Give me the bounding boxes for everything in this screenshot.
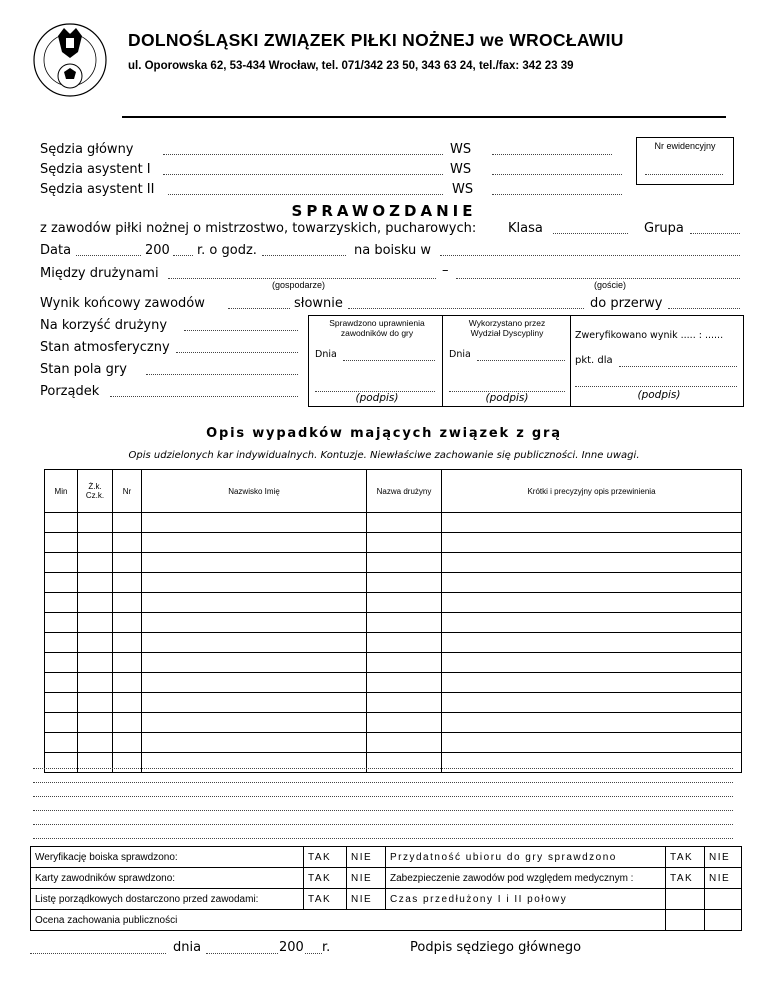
reg-number-box: [636, 137, 734, 185]
check-right-label: Przydatność ubioru do gry sprawdzono: [386, 847, 666, 868]
table-row[interactable]: [45, 593, 742, 613]
ws-field-3[interactable]: [492, 194, 622, 195]
class-label: Klasa: [508, 221, 543, 236]
col-description: Krótki i precyzyjny opis przewinienia: [442, 470, 742, 513]
pitch-field[interactable]: [146, 374, 298, 375]
check-row: [31, 847, 742, 868]
check-no[interactable]: NIE: [347, 847, 386, 868]
check-yes[interactable]: TAK: [666, 847, 705, 868]
check-yes[interactable]: TAK: [304, 868, 347, 889]
notes-line[interactable]: [33, 838, 733, 839]
signature-1: (podpis): [355, 392, 399, 404]
host-team-field[interactable]: [168, 278, 436, 279]
incidents-title: Opis wypadków mających związek z grą: [206, 426, 562, 441]
footer-year: 200: [279, 940, 304, 955]
table-row[interactable]: [45, 653, 742, 673]
table-row[interactable]: [45, 753, 742, 773]
weather-label: Stan atmosferyczny: [40, 340, 170, 355]
halftime-label: do przerwy: [590, 296, 663, 311]
check-row: [31, 868, 742, 889]
check-row: [31, 910, 742, 931]
col-nr: Nr: [113, 470, 142, 513]
halftime-field[interactable]: [668, 308, 740, 309]
table-row[interactable]: [45, 573, 742, 593]
checked-eligibility-label: Sprawdzono uprawnienia zawodników do gry: [329, 318, 425, 338]
check-right-label: Zabezpieczenie zawodów pod względem medycznym :: [386, 868, 666, 889]
check-no[interactable]: NIE: [347, 868, 386, 889]
group-label: Grupa: [644, 221, 684, 236]
final-result-label: Wynik końcowy zawodów: [40, 296, 205, 311]
table-row[interactable]: [45, 533, 742, 553]
header-divider: [122, 116, 726, 118]
final-result-field[interactable]: [228, 308, 290, 309]
pts-field[interactable]: [619, 366, 737, 367]
main-referee-field[interactable]: [163, 154, 443, 155]
table-row[interactable]: [45, 513, 742, 533]
assistant2-label: Sędzia asystent II: [40, 182, 155, 197]
year-suffix: r. o godz.: [197, 243, 257, 258]
notes-line[interactable]: [33, 810, 733, 811]
date-field[interactable]: [76, 255, 141, 256]
teams-dash: –: [442, 263, 449, 278]
weather-field[interactable]: [176, 352, 298, 353]
teams-label: Między drużynami: [40, 266, 159, 281]
col-min: Min: [45, 470, 78, 513]
check-right-label: Czas przedłużony I i II połowy: [386, 889, 666, 910]
pts-label: pkt. dla: [575, 355, 613, 366]
main-referee-label: Sędzia główny: [40, 142, 134, 157]
incidents-header-row: [45, 470, 742, 513]
table-row[interactable]: [45, 633, 742, 653]
verify-box: [308, 315, 744, 407]
incidents-subtitle: Opis udzielonych kar indywidualnych. Kontuzje. Niewłaściwe zachowanie się publiczności. Inne uwagi.: [128, 450, 640, 461]
guest-label: (goście): [594, 280, 627, 290]
group-field[interactable]: [690, 233, 740, 234]
ws-label-3: WS: [452, 182, 474, 197]
verify-day-field-2[interactable]: [477, 360, 565, 361]
notes-line[interactable]: [33, 824, 733, 825]
org-address: ul. Oporowska 62, 53-434 Wrocław, tel. 071/342 23 50, 343 63 24, tel./fax: 342 23 39: [128, 60, 574, 72]
footer-signature: Podpis sędziego głównego: [410, 940, 582, 955]
check-row: [31, 889, 742, 910]
verified-result-label: Zweryfikowano wynik ..... : ......: [575, 330, 724, 341]
class-field[interactable]: [553, 233, 628, 234]
table-row[interactable]: [45, 613, 742, 633]
table-row[interactable]: [45, 553, 742, 573]
dzpn-logo: [30, 18, 110, 98]
order-field[interactable]: [110, 396, 298, 397]
col-team: Nazwa drużyny: [367, 470, 442, 513]
check-yes[interactable]: TAK: [304, 889, 347, 910]
footer-year-field[interactable]: [305, 953, 322, 954]
checks-table: [30, 846, 742, 931]
match-line: z zawodów piłki nożnej o mistrzostwo, towarzyskich, pucharowych:: [40, 221, 477, 236]
date-label: Data: [40, 243, 72, 258]
notes-line[interactable]: [33, 782, 733, 783]
assistant2-field[interactable]: [168, 194, 443, 195]
in-favor-field[interactable]: [184, 330, 298, 331]
ws-label-2: WS: [450, 162, 472, 177]
order-label: Porządek: [40, 384, 100, 399]
time-field[interactable]: [262, 255, 346, 256]
day-label-1: Dnia: [315, 349, 337, 360]
check-no[interactable]: NIE: [705, 868, 742, 889]
assistant1-label: Sędzia asystent I: [40, 162, 151, 177]
table-row[interactable]: [45, 733, 742, 753]
footer-day-field[interactable]: [206, 953, 278, 954]
ws-label-1: WS: [450, 142, 472, 157]
notes-line[interactable]: [33, 796, 733, 797]
check-left-label: Weryfikację boiska sprawdzono:: [31, 847, 304, 868]
notes-line[interactable]: [33, 768, 733, 769]
in-words-label: słownie: [294, 296, 343, 311]
ws-field-2[interactable]: [492, 174, 622, 175]
check-yes[interactable]: TAK: [666, 868, 705, 889]
check-left-label: Listę porządkowych dostarczono przed zawodami:: [31, 889, 304, 910]
col-cards: Ż.k. Cz.k.: [78, 470, 113, 513]
field-location[interactable]: [440, 255, 740, 256]
sign-field-3[interactable]: [575, 386, 737, 387]
field-label: na boisku w: [354, 243, 432, 258]
signature-3: (podpis): [637, 389, 681, 401]
reg-number-label: Nr ewidencyjny: [654, 141, 716, 151]
footer-r: r.: [322, 940, 331, 955]
year-prefix: 200: [145, 243, 170, 258]
check-left-label: Karty zawodników sprawdzono:: [31, 868, 304, 889]
table-row[interactable]: [45, 693, 742, 713]
footer-place-field[interactable]: [30, 953, 166, 954]
used-by-discipline-label: Wykorzystano przez Wydział Dyscypliny: [468, 318, 546, 338]
in-words-field[interactable]: [348, 308, 584, 309]
reg-number-field[interactable]: [645, 174, 723, 175]
assistant1-field[interactable]: [163, 174, 443, 175]
table-row[interactable]: [45, 673, 742, 693]
table-row[interactable]: [45, 713, 742, 733]
footer-day-label: dnia: [173, 940, 202, 955]
host-label: (gospodarze): [272, 280, 326, 290]
ws-field-1[interactable]: [492, 154, 612, 155]
in-favor-label: Na korzyść drużyny: [40, 318, 168, 333]
check-yes[interactable]: TAK: [304, 847, 347, 868]
incidents-table: [44, 469, 742, 773]
org-name: DOLNOŚLĄSKI ZWIĄZEK PIŁKI NOŻNEJ we WROCŁAWIU: [128, 30, 624, 50]
pitch-label: Stan pola gry: [40, 362, 127, 377]
year-field[interactable]: [173, 255, 193, 256]
report-title: SPRAWOZDANIE: [291, 202, 477, 220]
signature-2: (podpis): [485, 392, 529, 404]
guest-team-field[interactable]: [456, 278, 740, 279]
check-no[interactable]: NIE: [347, 889, 386, 910]
col-name: Nazwisko Imię: [142, 470, 367, 513]
public-behavior-label: Ocena zachowania publiczności: [31, 910, 666, 931]
day-label-2: Dnia: [449, 349, 471, 360]
check-no[interactable]: NIE: [705, 847, 742, 868]
verify-day-field-1[interactable]: [343, 360, 435, 361]
